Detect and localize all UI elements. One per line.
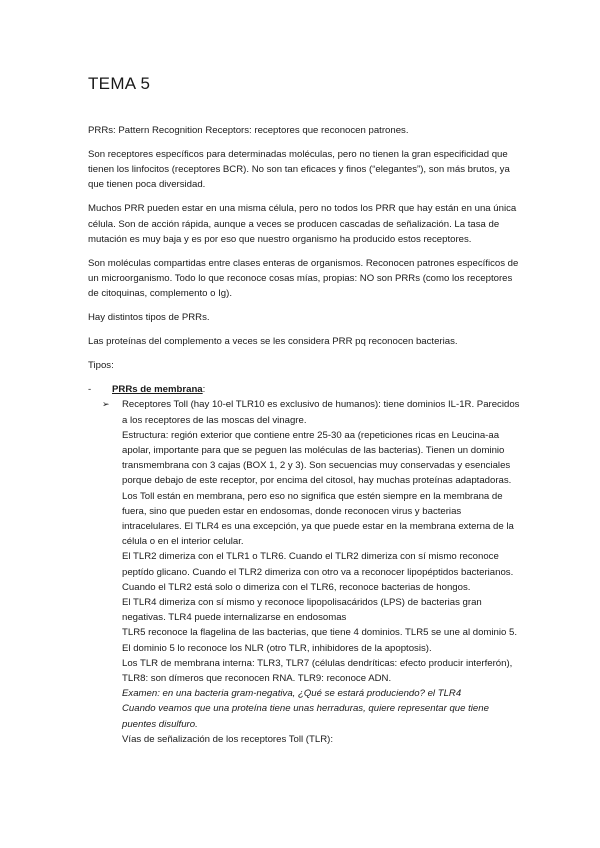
sub-list-item [100, 397, 523, 747]
paragraph: Son moléculas compartidas entre clases enteras de organismos. Reconocen patrones específicos de un microorganismo. Todo lo que reconoce cosas mías, propias: NO son PRRs (como los receptores de citoquinas, complemento o Ig). [88, 257, 519, 300]
sub-line: Estructura: región exterior que contiene entre 25-30 aa (repeticiones ricas en Leucina-aa apolar, importante para que se peguen las moléculas de las bacterias). Tienen un dominio transmembrana con 3 cajas (BOX 1, 2 y 3). Son secuencias muy conservadas y esenciales porque debajo de este receptor, por encima del citosol, hay muchas proteínas adaptadoras. [122, 429, 512, 487]
arrow-bullet-icon: ➢ [102, 399, 110, 410]
list-heading-suffix: : [202, 384, 206, 396]
sub-line: Los TLR de membrana interna: TLR3, TLR7 (células dendríticas: efecto producir interferón), TLR8: son dímeros que reconocen RNA. TLR9: reconoce ADN. [122, 657, 513, 685]
horseshoe-note: Cuando veamos que una proteína tiene unas herraduras, quiere representar que tiene puentes disulfuro. [122, 703, 489, 730]
document-body [88, 123, 523, 747]
paragraph: Las proteínas del complemento a veces se les considera PRR pq reconocen bacterias. [88, 336, 458, 348]
dash-bullet: - [88, 384, 92, 396]
sub-line: El TLR4 dimeriza con sí mismo y reconoce lipopolisacáridos (LPS) de bacterias gran negativas. TLR4 puede internalizarse en endosomas [122, 597, 482, 624]
sub-line: Los Toll están en membrana, pero eso no significa que estén siempre en la membrana de fuera, sino que pueden estar en endosomas, donde reconocen virus y bacterias intracelulares. El TLR4 es una excepción, ya que puede estar en la membrana externa de la célula o en el interior celular. [122, 490, 514, 548]
sub-line: Receptores Toll (hay 10-el TLR10 es exclusivo de humanos): tiene dominios IL-1R. Parecidos a los receptores de las moscas del vinagre. [122, 399, 520, 426]
paragraph: Son receptores específicos para determinadas moléculas, pero no tienen la gran especificidad que tienen los linfocitos (receptores BCR). No son tan eficaces y finos (“elegantes”), son más brutos, ya que tienen poca diversidad. [88, 149, 510, 191]
sub-line: Vías de señalización de los receptores Toll (TLR): [122, 733, 333, 745]
sub-line: TLR5 reconoce la flagelina de las bacterias, que tiene 4 dominios. TLR5 se une al dominio 5. El dominio 5 lo reconoce los NLR (otro TLR, inhibidores de la apoptosis). [122, 627, 518, 654]
paragraph: Hay distintos tipos de PRRs. [88, 312, 210, 324]
list-item [88, 382, 523, 397]
types-list [88, 382, 523, 747]
paragraph: Muchos PRR pueden estar en una misma célula, pero no todos los PRR que hay están en una única célula. Son de acción rápida, aunque a veces se producen cascadas de señalización. La tasa de mutación es muy baja y es por eso que nuestro organismo ha producido estos receptores. [88, 203, 517, 245]
exam-note: Examen: en una bacteria gram-negativa, ¿Qué se estará produciendo? el TLR4 [122, 688, 462, 700]
list-heading: PRRs de membrana [112, 384, 203, 396]
paragraph: PRRs: Pattern Recognition Receptors: receptores que reconocen patrones. [88, 125, 409, 136]
page-title: TEMA 5 [88, 74, 151, 93]
sub-line: El TLR2 dimeriza con el TLR1 o TLR6. Cuando el TLR2 dimeriza con sí mismo reconoce peptído glicano. Cuando el TLR2 dimeriza con otro va a reconocer lipopéptidos bacterianos. Cuando el TLR2 está solo o dimeriza con el TLR6, reconoce bacterias de hongos. [122, 551, 514, 593]
paragraph: Tipos: [88, 360, 114, 372]
